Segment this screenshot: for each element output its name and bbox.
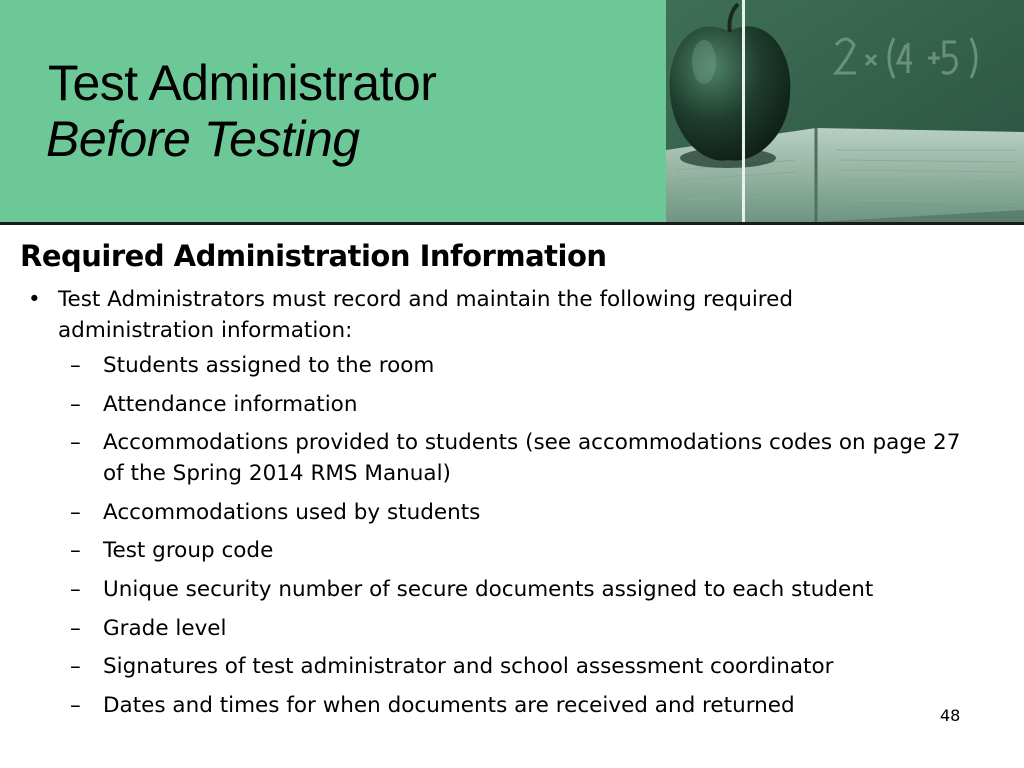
dash-marker: – (70, 692, 81, 718)
list-item (70, 350, 973, 381)
dash-marker: – (70, 654, 81, 680)
list-item (70, 613, 973, 644)
list-item-text: Accommodations used by students (103, 499, 481, 525)
bullet-marker: • (28, 287, 41, 312)
list-item (70, 535, 973, 566)
list-item (70, 574, 973, 605)
dash-marker: – (70, 576, 81, 602)
header-photo (666, 0, 1024, 222)
list-item-text: Test group code (103, 538, 274, 564)
apple-book-photo (666, 0, 1024, 222)
slide-header (0, 0, 1024, 222)
title-panel (0, 0, 666, 222)
section-heading: Required Administration Information (20, 239, 607, 273)
slide-title: Test Administrator (48, 55, 437, 111)
dash-marker: – (70, 430, 81, 456)
list-item (70, 690, 973, 721)
list-item (70, 651, 973, 682)
list-item-text: Students assigned to the room (103, 353, 435, 378)
list-item-text: Unique security number of secure documents assigned to each student (103, 576, 874, 602)
list-item-text: Attendance information (103, 391, 358, 417)
bullet-text: Test Administrators must record and maintain the following required administration information: (58, 287, 794, 343)
list-item-text: Grade level (103, 615, 227, 641)
dash-marker: – (70, 615, 81, 641)
dash-marker: – (70, 499, 81, 525)
page-number: 48 (940, 706, 961, 725)
sub-list (70, 350, 970, 728)
list-item (70, 389, 973, 420)
header-divider (0, 222, 1024, 225)
list-item-text: Accommodations provided to students (see accommodations codes on page 27 of the Spring 2014 RMS Manual) (103, 430, 961, 487)
dash-marker: – (70, 538, 81, 564)
list-item (70, 427, 973, 489)
dash-marker: – (70, 353, 81, 378)
slide-subtitle: Before Testing (46, 111, 360, 167)
bullet-item (20, 284, 980, 346)
dash-marker: – (70, 391, 81, 417)
list-item-text: Dates and times for when documents are received and returned (103, 692, 795, 718)
list-item-text: Signatures of test administrator and school assessment coordinator (103, 654, 834, 680)
list-item (70, 497, 973, 528)
